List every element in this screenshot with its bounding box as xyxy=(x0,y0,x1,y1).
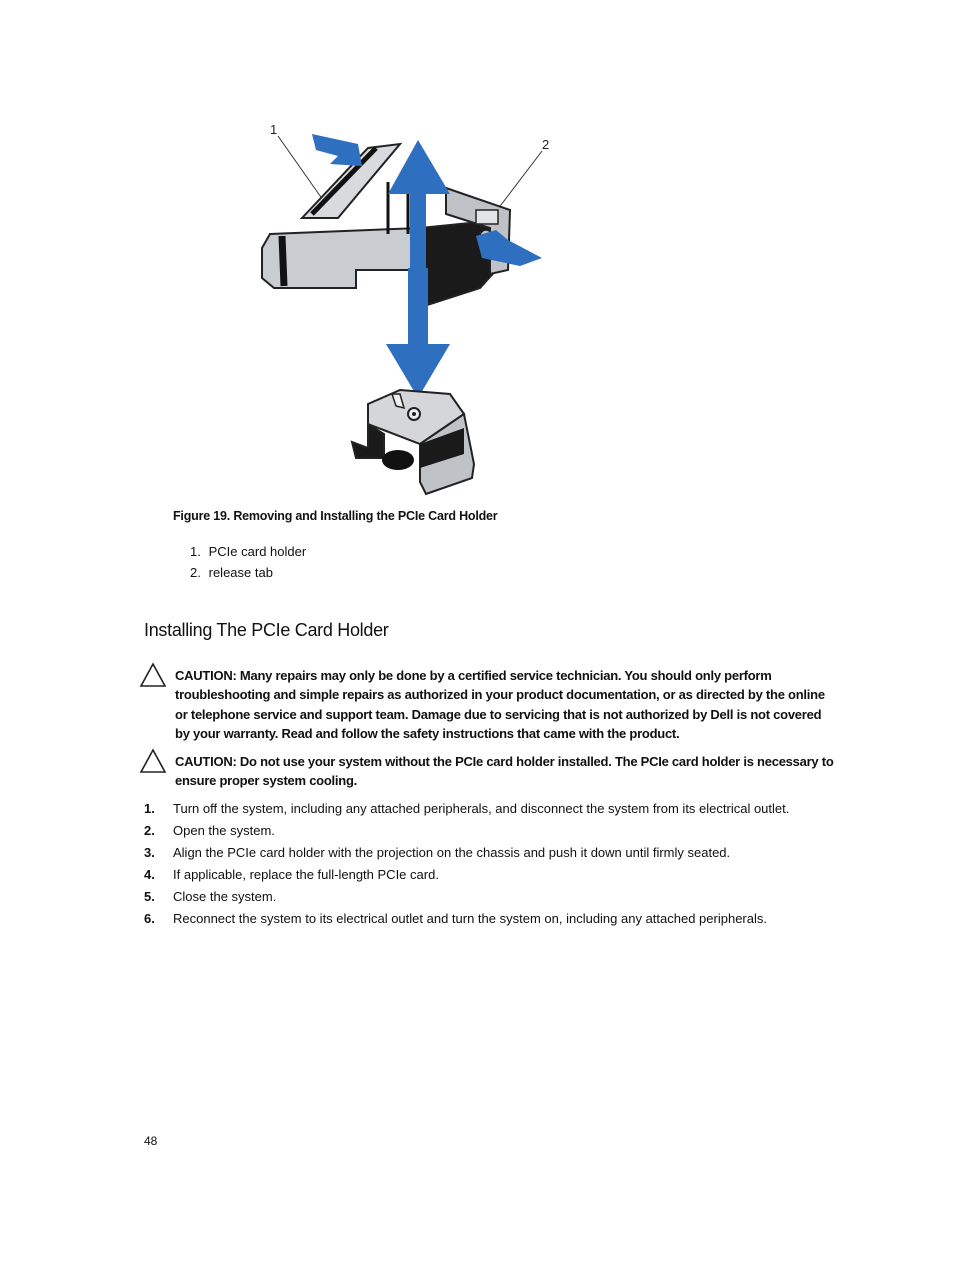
step-item: 1. Turn off the system, including any attached peripherals, and disconnect the system from its electrical outlet. xyxy=(144,801,790,816)
release-tab xyxy=(476,210,498,224)
legend-item: 1. PCIe card holder xyxy=(190,544,307,559)
step-item: 5. Close the system. xyxy=(144,889,277,904)
caution-text: CAUTION: Do not use your system without the PCIe card holder installed. The PCIe card holder is necessary to ensure proper system cooling. xyxy=(175,754,834,789)
figure-caption: Figure 19. Removing and Installing the PCIe Card Holder xyxy=(173,509,498,523)
page-number: 48 xyxy=(144,1134,158,1148)
installation-steps xyxy=(144,798,789,930)
caution-triangle-icon xyxy=(139,662,167,688)
pcie-card-holder-illustration xyxy=(250,118,560,500)
legend-item: 2. release tab xyxy=(190,565,273,580)
callout-1: 1 xyxy=(270,122,278,137)
caution-note xyxy=(139,666,839,743)
step-item: 3. Align the PCIe card holder with the projection on the chassis and push it down until firmly seated. xyxy=(144,845,731,860)
section-heading: Installing The PCIe Card Holder xyxy=(144,620,389,640)
push-arrow-top xyxy=(312,134,362,166)
callout-2: 2 xyxy=(542,137,550,152)
caution-text: CAUTION: Many repairs may only be done by a certified service technician. You should only perform troubleshooting and simple repairs as authorized in your product documentation, or as directed by the online or telephone service and support team. Damage due to servicing that is not authorized by Dell is not covered by your warranty. Read and follow the safety instructions that came with the product. xyxy=(175,668,825,741)
holder-bracket-edge xyxy=(282,236,284,286)
pcie-holder-drawing xyxy=(250,118,560,500)
caution-note xyxy=(139,752,839,791)
chassis-hole xyxy=(382,450,414,470)
step-item: 4. If applicable, replace the full-length PCIe card. xyxy=(144,867,439,882)
arrow-shaft xyxy=(408,268,428,348)
figure-legend xyxy=(190,541,306,583)
step-item: 6. Reconnect the system to its electrical outlet and turn the system on, including any attached peripherals. xyxy=(144,911,767,926)
caution-triangle-icon xyxy=(139,748,167,774)
step-item: 2. Open the system. xyxy=(144,823,275,838)
down-arrow-icon xyxy=(386,344,450,398)
